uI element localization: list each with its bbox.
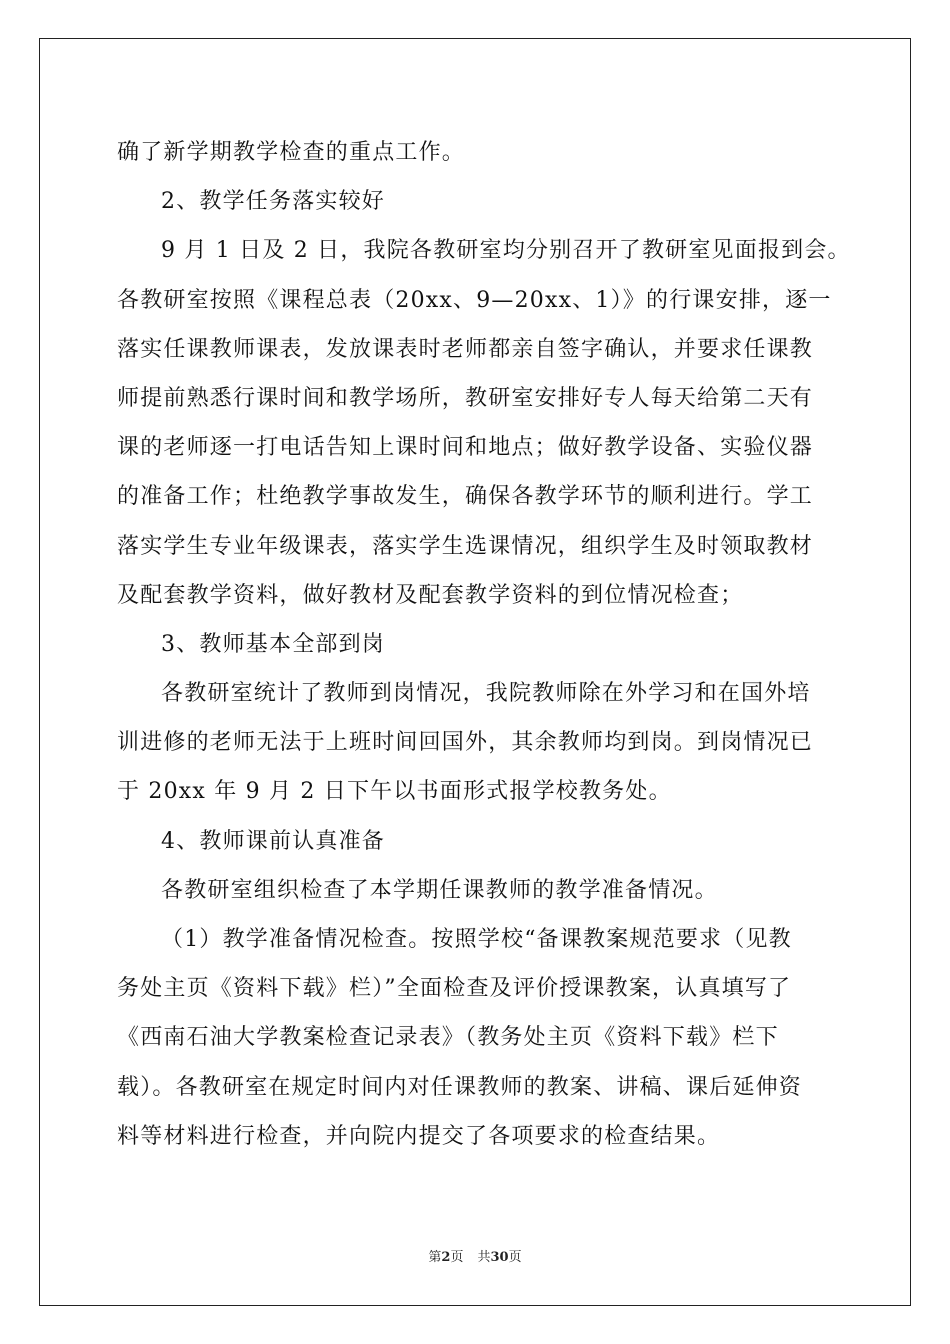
text-line: 料等材料进行检查，并向院内提交了各项要求的检查结果。 (117, 1123, 721, 1149)
page-footer (0, 1246, 950, 1265)
page-unit: 页 (450, 1250, 464, 1265)
text-line: 务处主页《资料下载》栏）”全面检查及评价授课教案，认真填写了 (117, 976, 792, 1002)
text-line: 落实学生专业年级课表，落实学生选课情况，组织学生及时领取教材 (117, 533, 814, 559)
text-line: 各教研室按照《课程总表（20xx、9—20xx、1）》的行课安排，逐一 (117, 287, 832, 313)
page-total: 30 (490, 1250, 509, 1265)
text-line: 载）。各教研室在规定时间内对任课教师的教案、讲稿、课后延伸资 (117, 1074, 803, 1100)
section-heading: 3、教师基本全部到岗 (161, 631, 385, 657)
page-prefix: 第 (428, 1250, 442, 1265)
text-line: 及配套教学资料，做好教材及配套教学资料的到位情况检查； (117, 582, 744, 608)
text-line: 9 月 1 日及 2 日，我院各教研室均分别召开了教研室见面报到会。 (161, 238, 851, 264)
section-heading: 2、教学任务落实较好 (161, 189, 385, 215)
section-heading: 4、教师课前认真准备 (161, 828, 385, 854)
text-line: 于 20xx 年 9 月 2 日下午以书面形式报学校教务处。 (117, 779, 672, 805)
page-current: 2 (441, 1250, 451, 1265)
text-line: 训进修的老师无法于上班时间回国外，其余教师均到岗。到岗情况已 (117, 730, 814, 756)
text-line: 各教研室组织检查了本学期任课教师的教学准备情况。 (161, 877, 718, 903)
text-line: 的准备工作；杜绝教学事故发生，确保各教学环节的顺利进行。学工 (117, 484, 814, 510)
text-line: （1）教学准备情况检查。按照学校“备课教案规范要求（见教 (161, 927, 792, 952)
text-line: 《西南石油大学教案检查记录表》（教务处主页《资料下载》栏下 (117, 1025, 779, 1051)
text-line: 确了新学期教学检查的重点工作。 (117, 140, 466, 165)
total-prefix: 共 (477, 1250, 491, 1265)
text-line: 落实任课教师课表，发放课表时老师都亲自签字确认，并要求任课教 (117, 336, 814, 362)
text-line: 课的老师逐一打电话告知上课时间和地点；做好教学设备、实验仪器 (117, 435, 814, 461)
total-unit: 页 (508, 1250, 522, 1265)
text-line: 师提前熟悉行课时间和教学场所，教研室安排好专人每天给第二天有 (117, 385, 814, 411)
document-body (117, 128, 851, 1161)
text-line: 各教研室统计了教师到岗情况，我院教师除在外学习和在国外培 (161, 681, 811, 707)
